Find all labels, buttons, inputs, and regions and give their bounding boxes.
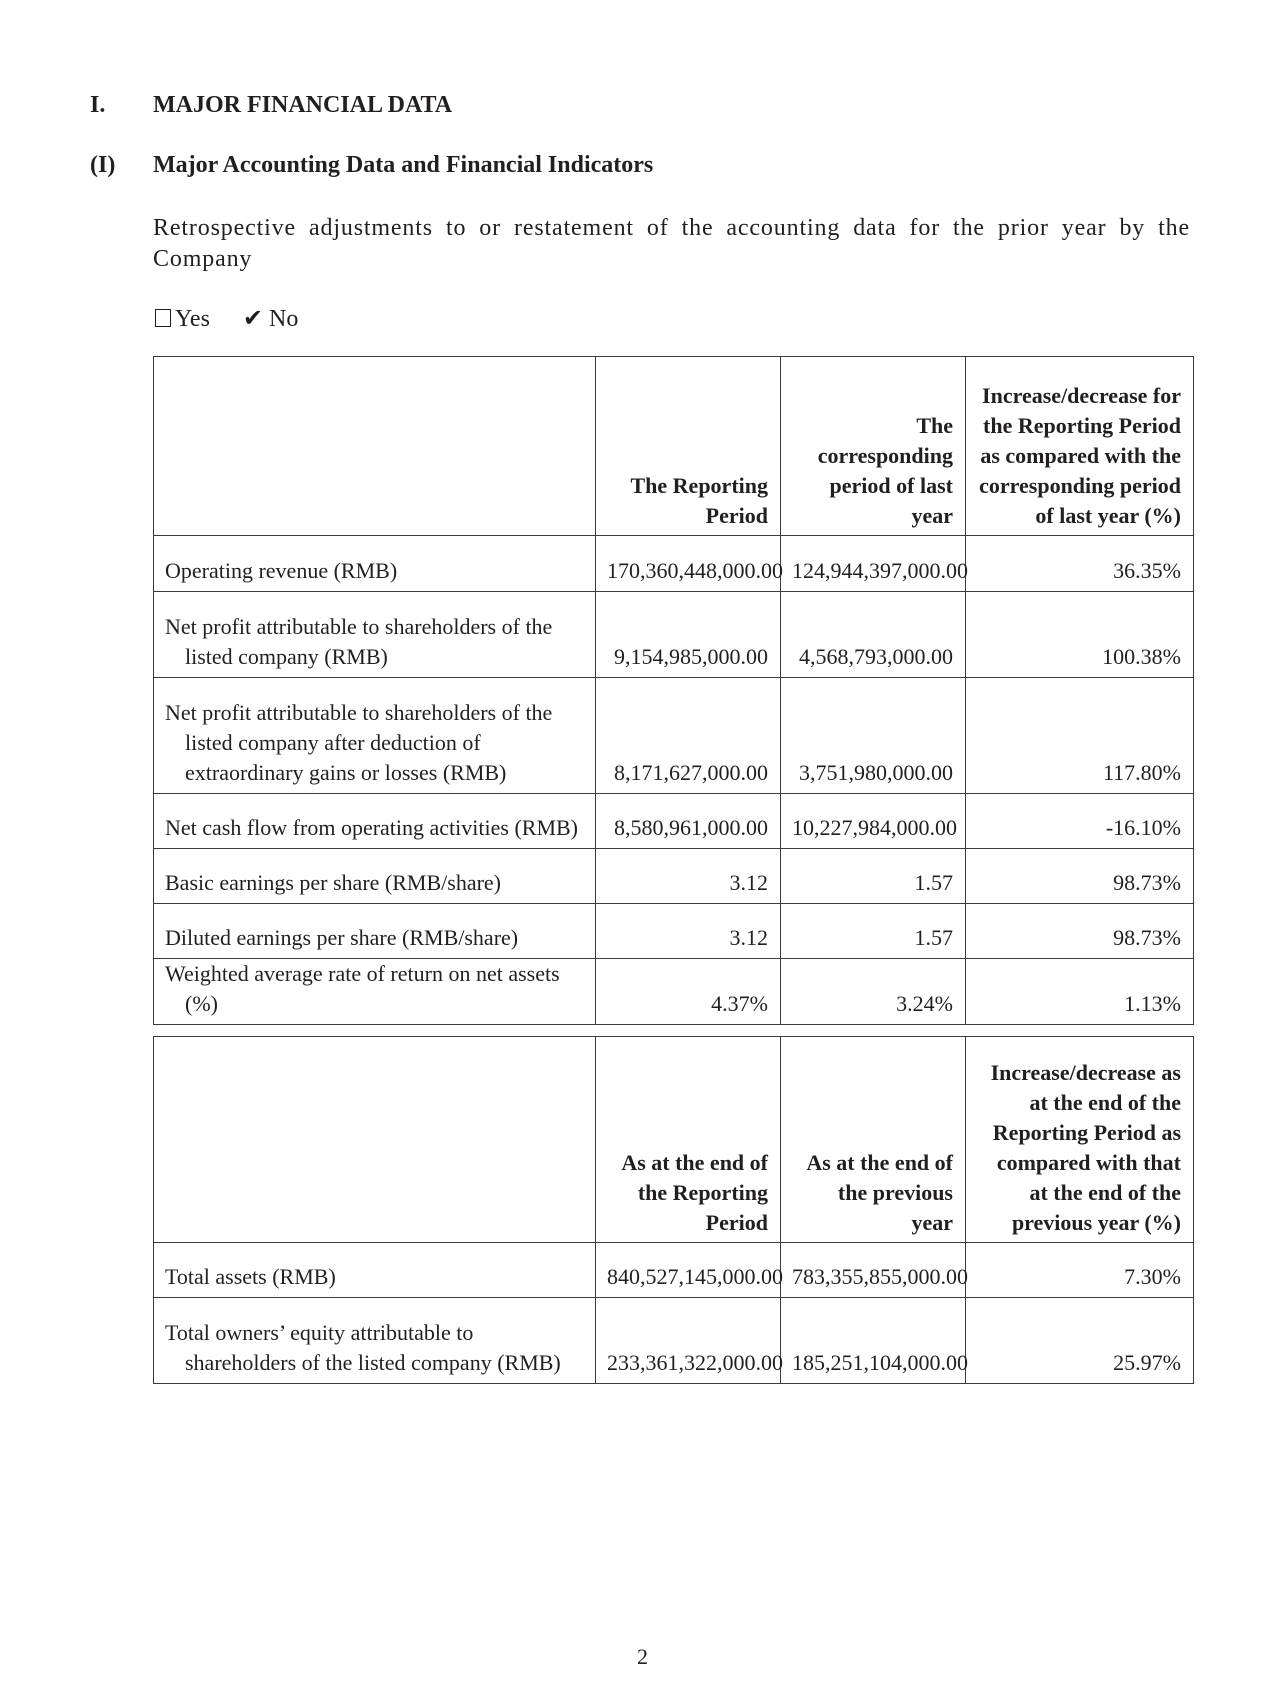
current-value: 840,527,145,000.00 <box>596 1243 781 1298</box>
row-label: Operating revenue (RMB) <box>154 536 596 592</box>
header-end-of-reporting-period: As at the end of the Reporting Period <box>596 1037 781 1243</box>
current-value: 8,580,961,000.00 <box>596 794 781 849</box>
prior-value: 124,944,397,000.00 <box>781 536 966 592</box>
change-value: 7.30% <box>966 1243 1194 1298</box>
header-increase-decrease: Increase/decrease for the Reporting Period as compared with the corresponding period of last year (%) <box>966 357 1194 536</box>
prior-value: 1.57 <box>781 904 966 959</box>
row-label: Total owners’ equity attributable to shareholders of the listed company (RMB) <box>154 1298 596 1384</box>
prior-value: 783,355,855,000.00 <box>781 1243 966 1298</box>
change-value: 117.80% <box>966 678 1194 794</box>
current-value: 233,361,322,000.00 <box>596 1298 781 1384</box>
row-label: Basic earnings per share (RMB/share) <box>154 849 596 904</box>
change-value: 98.73% <box>966 849 1194 904</box>
section-number: I. <box>90 92 106 118</box>
header-cell-empty <box>154 1037 596 1243</box>
table-row <box>154 1243 1194 1298</box>
header-increase-decrease: Increase/decrease as at the end of the Reporting Period as compared with that at the end of the previous year (%) <box>966 1037 1194 1243</box>
prior-value: 4,568,793,000.00 <box>781 592 966 678</box>
row-label: Weighted average rate of return on net assets (%) <box>154 959 596 1025</box>
prior-value: 10,227,984,000.00 <box>781 794 966 849</box>
section-title: MAJOR FINANCIAL DATA <box>153 92 453 118</box>
yes-no-options <box>155 304 298 333</box>
change-value: 36.35% <box>966 536 1194 592</box>
option-yes-label: Yes <box>175 306 210 332</box>
header-corresponding-period: The corresponding period of last year <box>781 357 966 536</box>
change-value: -16.10% <box>966 794 1194 849</box>
row-label: Diluted earnings per share (RMB/share) <box>154 904 596 959</box>
row-label: Net profit attributable to shareholders of the listed company after deduction of extraordinary gains or losses (RMB) <box>154 678 596 794</box>
header-end-of-previous-year: As at the end of the previous year <box>781 1037 966 1243</box>
table-header-row <box>154 1037 1194 1243</box>
table-row <box>154 536 1194 592</box>
table-row <box>154 794 1194 849</box>
table-row <box>154 592 1194 678</box>
balance-sheet-table <box>153 1036 1194 1384</box>
row-label: Net profit attributable to shareholders of the listed company (RMB) <box>154 592 596 678</box>
table-row <box>154 1298 1194 1384</box>
row-label: Net cash flow from operating activities (RMB) <box>154 794 596 849</box>
row-label: Total assets (RMB) <box>154 1243 596 1298</box>
change-value: 100.38% <box>966 592 1194 678</box>
prior-value: 1.57 <box>781 849 966 904</box>
current-value: 3.12 <box>596 849 781 904</box>
table-row <box>154 678 1194 794</box>
change-value: 25.97% <box>966 1298 1194 1384</box>
table-header-row <box>154 357 1194 536</box>
subsection-number: (I) <box>90 152 116 178</box>
current-value: 3.12 <box>596 904 781 959</box>
change-value: 1.13% <box>966 959 1194 1025</box>
table-row <box>154 849 1194 904</box>
option-no-label: No <box>269 306 299 332</box>
subsection-title: Major Accounting Data and Financial Indicators <box>153 152 654 178</box>
checkmark-icon: ✔ <box>242 306 264 332</box>
prior-value: 3.24% <box>781 959 966 1025</box>
page-number: 2 <box>637 1644 648 1669</box>
header-reporting-period: The Reporting Period <box>596 357 781 536</box>
prior-value: 3,751,980,000.00 <box>781 678 966 794</box>
unchecked-box-icon <box>155 309 171 327</box>
prior-value: 185,251,104,000.00 <box>781 1298 966 1384</box>
current-value: 8,171,627,000.00 <box>596 678 781 794</box>
header-cell-empty <box>154 357 596 536</box>
table-row <box>154 904 1194 959</box>
financial-indicators-table <box>153 356 1194 1025</box>
current-value: 9,154,985,000.00 <box>596 592 781 678</box>
change-value: 98.73% <box>966 904 1194 959</box>
current-value: 170,360,448,000.00 <box>596 536 781 592</box>
current-value: 4.37% <box>596 959 781 1025</box>
retrospective-question: Retrospective adjustments to or restatement of the accounting data for the prior year by the Company <box>153 215 1190 272</box>
table-row <box>154 959 1194 1025</box>
